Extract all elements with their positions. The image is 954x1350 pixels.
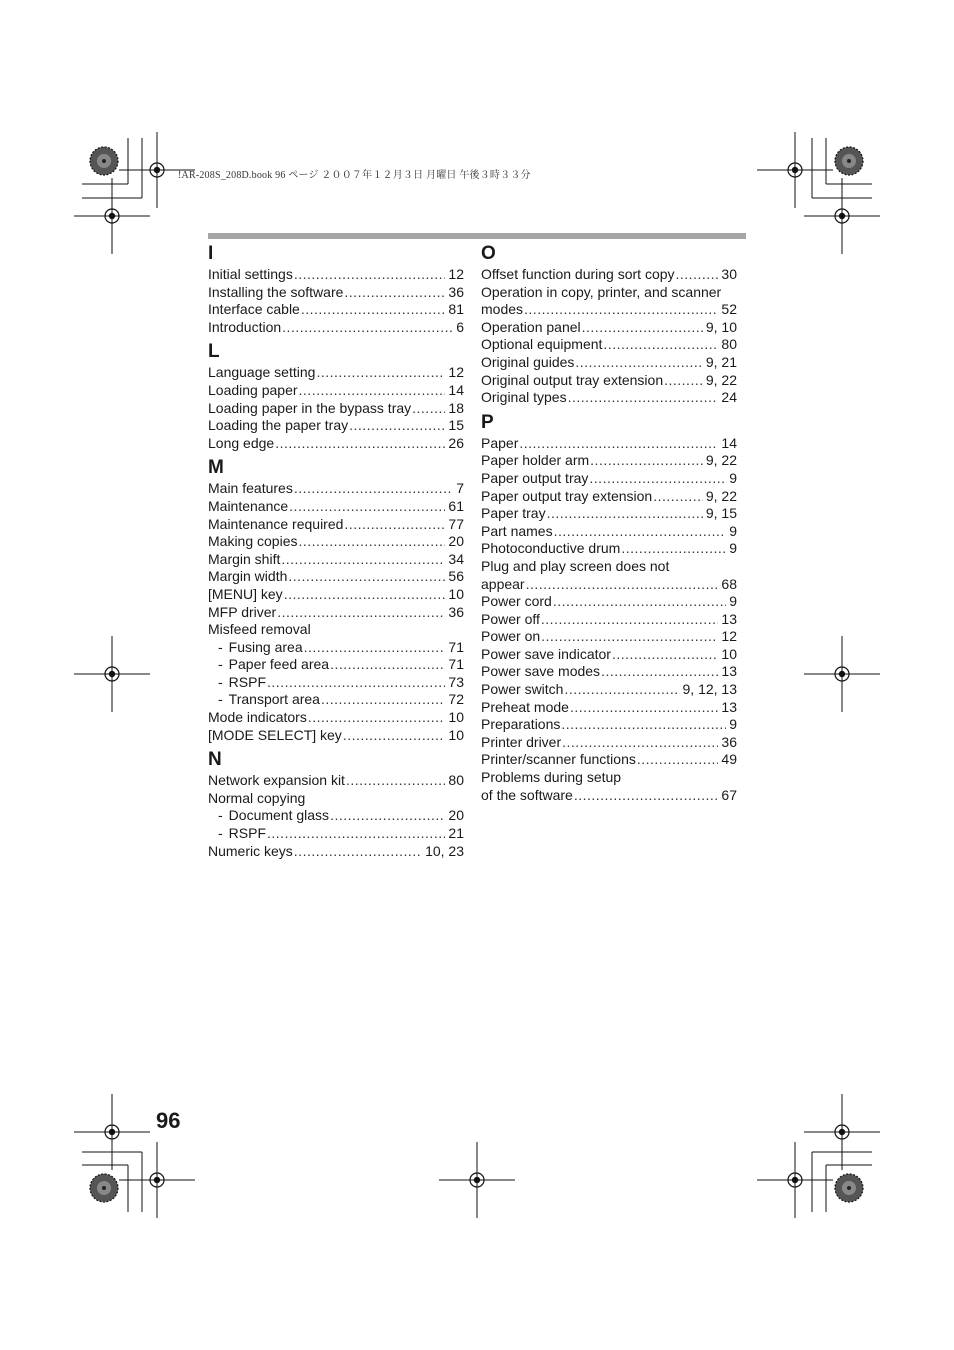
index-entry-label: Numeric keys [208,842,293,859]
leader-dots [541,611,719,629]
index-section-letter: I [208,243,214,264]
leader-dots [574,787,719,805]
index-entry-label: Mode indicators [208,709,307,726]
index-entry-page: 9 [729,716,737,733]
leader-dots [349,417,445,435]
index-entry-label: Original types [481,389,567,406]
index-entry-page: 49 [721,751,737,768]
leader-dots [277,604,445,622]
index-entry-label: Introduction [208,318,282,335]
index-entry-page: 10, 23 [425,842,464,859]
subentry-dash: - [218,638,223,655]
leader-dots [526,576,719,594]
leader-dots [554,523,727,541]
index-subentry [208,807,464,825]
index-entry-label: Maintenance required [208,515,344,532]
index-entry-page: 36 [448,283,464,300]
index-entry-page: 9, 21 [705,353,737,370]
index-entry-label: Power cord [481,593,552,610]
index-entry-page: 9, 15 [705,505,737,522]
index-section-letter: P [481,411,494,433]
leader-dots [289,498,445,516]
index-entry-label: [MENU] key [208,585,283,602]
index-entry-label: Paper tray [481,505,546,522]
index-entry [481,372,737,390]
index-entry-label: Preheat mode [481,698,569,715]
index-entry-page: 12 [721,628,737,645]
leader-dots [562,734,718,752]
index-entry-page: 67 [721,786,737,803]
index-entry-label: Paper output tray [481,469,589,486]
index-entry [481,558,737,576]
index-entry-label: of the software [481,786,573,803]
index-entry-page: 15 [448,417,464,434]
leader-dots [343,727,446,745]
leader-dots [553,593,726,611]
index-entry [481,681,737,699]
leader-dots [612,646,718,664]
leader-dots [621,540,726,558]
index-entry-label: Operation panel [481,318,581,335]
color-target-icon [835,1174,863,1202]
index-entry-page: 9 [729,540,737,557]
index-entry [481,769,737,787]
leader-dots [344,516,445,534]
index-entry [208,382,464,400]
index-entry-page: 71 [448,638,464,655]
index-entry-page: 9, 12, 13 [682,681,737,698]
index-entry-label: [MODE SELECT] key [208,726,342,743]
index-entry-page: 20 [448,533,464,550]
leader-dots [603,336,718,354]
leader-dots [664,372,703,390]
index-entry-label: RSPF [228,825,267,842]
index-entry [208,790,464,808]
index-entry [208,772,464,790]
index-entry [481,787,737,805]
index-entry-label: Operation in copy, printer, and scanner [481,283,722,300]
leader-dots [570,699,718,717]
leader-dots [282,319,453,337]
index-entry-page: 36 [721,733,737,750]
index-entry [208,435,464,453]
index-entry [208,604,464,622]
index-entry [481,505,737,523]
index-entry [481,470,737,488]
index-entry [208,364,464,382]
leader-dots [653,488,703,506]
leader-dots [299,533,446,551]
index-entry-label: modes [481,301,524,318]
index-entry-page: 9 [729,469,737,486]
index-entry-label: Loading the paper tray [208,417,349,434]
index-entry-page: 14 [448,381,464,398]
index-entry-page: 80 [721,336,737,353]
index-entry-label: Document glass [228,807,330,824]
leader-dots [346,772,445,790]
index-entry [481,435,737,453]
leader-dots [294,480,453,498]
registration-mark-icon [804,636,880,712]
subentry-dash: - [218,691,223,708]
index-entry-label: Installing the software [208,283,344,300]
index-entry [208,266,464,284]
index-entry-page: 9 [729,522,737,539]
index-entry [208,400,464,418]
leader-dots [308,709,446,727]
registration-mark-icon [74,178,150,254]
leader-dots [330,807,445,825]
color-target-icon [835,147,863,175]
index-entry-label: Offset function during sort copy [481,266,675,282]
index-section-letter: L [208,341,220,363]
index-subentry [208,639,464,657]
index-subentry [208,656,464,674]
leader-dots [288,568,445,586]
subentry-dash: - [218,656,223,673]
index-entry-label: Transport area [228,691,320,708]
index-section-letter: M [208,457,224,479]
color-target-icon [90,1174,118,1202]
index-column-right [481,243,737,804]
leader-dots [344,284,445,302]
registration-mark-icon [804,178,880,254]
leader-dots [524,301,718,319]
index-entry-label: Normal copying [208,789,306,806]
registration-mark-icon [74,636,150,712]
index-entry-label: Language setting [208,364,316,381]
index-entry-label: Power switch [481,681,564,698]
leader-dots [676,266,719,284]
index-entry [481,523,737,541]
index-entry [208,551,464,569]
index-entry-label: MFP driver [208,603,277,620]
index-entry [481,452,737,470]
index-entry [481,389,737,407]
index-entry-label: Power off [481,610,540,627]
index-entry-label: Plug and play screen does not [481,557,670,574]
index-entry-page: 71 [448,656,464,673]
index-entry-page: 7 [456,480,464,497]
index-entry-label: Main features [208,480,293,497]
index-entry [208,284,464,302]
index-entry-label: Loading paper in the bypass tray [208,399,412,416]
leader-dots [590,452,703,470]
index-entry-page: 73 [448,673,464,690]
index-entry-page: 30 [721,266,737,282]
index-entry-page: 68 [721,575,737,592]
index-entry-page: 6 [456,318,464,335]
index-entry-page: 36 [448,603,464,620]
index-entry [208,621,464,639]
index-entry [208,568,464,586]
subentry-dash: - [218,673,223,690]
index-entry-page: 10 [448,726,464,743]
index-entry-label: Part names [481,522,553,539]
index-entry-label: Making copies [208,533,298,550]
leader-dots [281,551,445,569]
index-entry-page: 9, 22 [705,487,737,504]
index-subentry [208,825,464,843]
registration-mark-icon [757,1142,833,1218]
index-entry-label: RSPF [228,673,267,690]
index-entry-label: Original guides [481,353,575,370]
index-entry [208,301,464,319]
index-entry [481,354,737,372]
index-entry-label: Paper output tray extension [481,487,653,504]
index-entry-label: Fusing area [228,638,303,655]
index-entry-page: 72 [448,691,464,708]
leader-dots [547,505,703,523]
index-entry [481,628,737,646]
index-section-letter: N [208,749,222,771]
index-entry-page: 80 [448,772,464,789]
leader-dots [564,681,679,699]
index-entry-label: Paper [481,434,519,451]
print-header: !AR-208S_208D.book 96 ページ ２００７年１２月３日 月曜日 午後３時３３分 [178,170,531,181]
header-rule [208,233,746,239]
index-entry-label: Loading paper [208,381,298,398]
index-entry-page: 9, 22 [705,452,737,469]
index-entry-page: 61 [448,497,464,514]
index-entry [481,336,737,354]
index-entry-page: 24 [721,389,737,406]
leader-dots [330,656,445,674]
index-entry [481,663,737,681]
leader-dots [561,716,726,734]
leader-dots [321,691,445,709]
subentry-dash: - [218,807,223,824]
leader-dots [412,400,445,418]
index-entry [481,301,737,319]
index-entry-page: 13 [721,663,737,680]
index-entry [208,533,464,551]
leader-dots [637,751,719,769]
registration-mark-icon [439,1142,515,1218]
index-entry-label: Original output tray extension [481,371,664,388]
leader-dots [601,663,718,681]
index-entry-page: 20 [448,807,464,824]
index-entry-page: 10 [448,709,464,726]
index-entry-label: Margin width [208,568,288,585]
index-entry-label: Margin shift [208,550,281,567]
index-entry-page: 14 [721,434,737,451]
subentry-dash: - [218,825,223,842]
index-entry-label: Initial settings [208,266,293,282]
index-entry-label: Paper holder arm [481,452,590,469]
index-entry-label: Optional equipment [481,336,603,353]
registration-mark-icon [119,1142,195,1218]
index-entry-label: Paper feed area [228,656,330,673]
registration-mark-icon [804,1094,880,1170]
index-entry [208,480,464,498]
index-entry-label: Printer driver [481,733,562,750]
index-entry [481,751,737,769]
leader-dots [299,382,446,400]
registration-mark-icon [74,1094,150,1170]
index-entry-page: 9, 10 [705,318,737,335]
color-target-icon [90,147,118,175]
leader-dots [582,319,703,337]
index-entry [481,266,737,284]
index-entry [208,586,464,604]
index-entry-label: Power save modes [481,663,601,680]
index-entry [208,843,464,861]
index-entry-page: 9 [729,593,737,610]
index-entry [208,498,464,516]
index-entry-page: 26 [448,434,464,451]
index-entry-label: Network expansion kit [208,772,345,789]
leader-dots [284,586,446,604]
index-entry-page: 34 [448,550,464,567]
index-entry [481,576,737,594]
index-entry-page: 18 [448,399,464,416]
index-entry-page: 12 [448,364,464,381]
index-entry [481,699,737,717]
index-entry-page: 12 [448,266,464,282]
leader-dots [304,639,446,657]
index-entry [481,284,737,302]
index-entry-page: 10 [448,585,464,602]
index-entry-page: 52 [721,301,737,318]
index-entry [208,709,464,727]
index-entry-label: Long edge [208,434,275,451]
index-entry [481,734,737,752]
index-entry-label: Preparations [481,716,561,733]
leader-dots [568,389,719,407]
index-entry-page: 10 [721,645,737,662]
index-subentry [208,674,464,692]
registration-mark-icon [757,132,833,208]
index-entry-page: 81 [448,301,464,318]
index-entry-page: 13 [721,698,737,715]
leader-dots [267,825,445,843]
index-entry [481,319,737,337]
index-subentry [208,691,464,709]
leader-dots [267,674,445,692]
leader-dots [316,364,445,382]
index-entry [481,646,737,664]
index-entry-page: 9, 22 [705,371,737,388]
index-entry-label: Power save indicator [481,645,611,662]
index-entry-page: 77 [448,515,464,532]
leader-dots [294,266,446,284]
index-entry [208,319,464,337]
index-entry-label: Photoconductive drum [481,540,621,557]
index-entry-label: Maintenance [208,497,289,514]
leader-dots [519,435,718,453]
index-entry [208,727,464,745]
index-entry [481,716,737,734]
page-number: 96 [156,1108,181,1133]
leader-dots [575,354,702,372]
index-entry [208,516,464,534]
leader-dots [275,435,445,453]
index-entry [481,488,737,506]
index-entry [481,540,737,558]
leader-dots [294,843,422,861]
leader-dots [589,470,726,488]
index-entry-label: Misfeed removal [208,621,311,638]
index-entry-page: 13 [721,610,737,627]
index-entry-label: Problems during setup [481,769,622,786]
index-entry [481,611,737,629]
leader-dots [541,628,718,646]
index-entry-page: 21 [448,825,464,842]
index-entry-label: Interface cable [208,301,300,318]
index-entry-page: 56 [448,568,464,585]
index-entry-label: appear [481,575,525,592]
index-section-letter: O [481,243,496,264]
leader-dots [301,301,446,319]
index-entry [481,593,737,611]
index-column-left [208,243,464,860]
index-entry [208,417,464,435]
index-entry-label: Power on [481,628,541,645]
index-entry-label: Printer/scanner functions [481,751,636,768]
